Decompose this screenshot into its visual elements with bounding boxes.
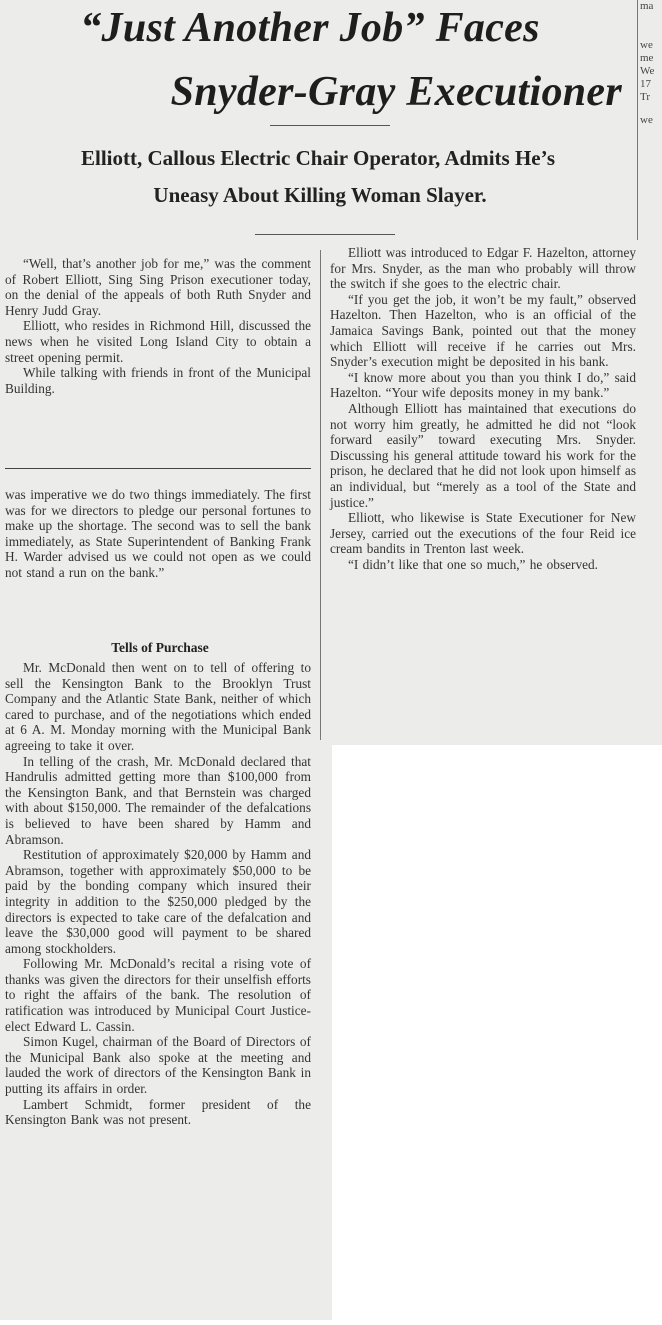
column-left-bottom bbox=[5, 487, 311, 581]
edge-text: ma bbox=[640, 0, 654, 12]
paragraph: Elliott was introduced to Edgar F. Hazelton, attorney for Mrs. Snyder, as the man who probably will throw the switch if she goes to the electric chair. bbox=[330, 245, 636, 292]
headline-line-2: Snyder-Gray Executioner bbox=[170, 69, 622, 115]
edge-text: we bbox=[640, 114, 653, 126]
deck-line-1: Elliott, Callous Electric Chair Operator, Admits He’s bbox=[80, 146, 556, 170]
deck-rule bbox=[255, 234, 395, 235]
paragraph: In telling of the crash, Mr. McDonald declared that Handrulis admitted getting more than $100,000 from the Kensington Bank, and that Bernstein was charged with about $150,000. The remainder of the defalcations is believed to have been shared by Hamm and Abramson. bbox=[5, 753, 311, 847]
paragraph: “I didn’t like that one so much,” he observed. bbox=[348, 556, 598, 572]
paragraph: Following Mr. McDonald’s recital a rising vote of thanks was given the directors for their unselfish efforts to right the affairs of the bank. The resolution of ratification was introduced by Municipal Court Justice-elect Edward L. Cassin. bbox=[5, 956, 311, 1034]
edge-text: We bbox=[640, 65, 655, 77]
paragraph: While talking with friends in front of the Municipal Building. bbox=[5, 365, 311, 396]
adjacent-column-fragment bbox=[640, 0, 662, 170]
edge-text: 17 bbox=[640, 78, 651, 90]
subhead-tells-of-purchase: Tells of Purchase bbox=[111, 640, 209, 655]
deck-line-2: Uneasy About Killing Woman Slayer. bbox=[153, 183, 487, 207]
edge-text: me bbox=[640, 52, 654, 64]
paragraph: “I know more about you than you think I do,” said Hazelton. “Your wife deposits money in my bank.” bbox=[330, 369, 636, 401]
column-divider bbox=[320, 250, 321, 740]
paragraph: Simon Kugel, chairman of the Board of Directors of the Municipal Bank also spoke at the meeting and lauded the work of directors of the Kensington Bank in putting its affairs in order. bbox=[5, 1034, 311, 1097]
paragraph: Mr. McDonald then went on to tell of offering to sell the Kensington Bank to the Brooklyn Trust Company and the Atlantic State Bank, neither of which cared to purchase, and of the negotiations which ended at 6 A. M. Monday morning with the Municipal Bank agreeing to take it over. bbox=[5, 660, 311, 753]
column-left-lower bbox=[5, 660, 311, 1128]
paragraph: Elliott, who likewise is State Executioner for New Jersey, carried out the executions of the four Reid ice cream bandits in Trenton last week. bbox=[330, 510, 636, 557]
paragraph: was imperative we do two things immediately. The first was for we directors to pledge our personal fortunes to make up the shortage. The second was to sell the bank immediately, as State Superintendent of Banking Frank H. Warder advised us we could not open as we could not stand a run on the bank.” bbox=[5, 487, 311, 580]
headline-rule bbox=[270, 125, 390, 126]
paragraph: Although Elliott has maintained that executions do not worry him greatly, he admitted he did not “look forward easily” toward executing Mrs. Snyder. Discussing his general attitude toward his work for the prison, he declared that he did not look upon himself as an individual, but “merely as a tool of the State and justice.” bbox=[330, 400, 636, 510]
edge-text: Tr bbox=[640, 91, 650, 103]
column-right bbox=[330, 245, 636, 572]
paragraph: Restitution of approximately $20,000 by Hamm and Abramson, together with approximately $50,000 to be paid by the bonding company which insured their integrity in addition to the $250,000 pledged by the directors is expected to take care of the defalcation and leave the $30,000 good will payment to be shared among stockholders. bbox=[5, 847, 311, 956]
paragraph: Lambert Schmidt, former president of the Kensington Bank was not present. bbox=[5, 1096, 311, 1128]
paragraph: “Well, that’s another job for me,” was the comment of Robert Elliott, Sing Sing Prison executioner today, on the denial of the appeals of both Ruth Snyder and Henry Judd Gray. bbox=[5, 256, 311, 318]
headline-line-1: “Just Another Job” Faces bbox=[80, 5, 540, 51]
paragraph: Elliott, who resides in Richmond Hill, discussed the news when he visited Long Island City to obtain a street opening permit. bbox=[5, 318, 311, 365]
column-left-top bbox=[5, 256, 311, 396]
edge-text: we bbox=[640, 39, 653, 51]
column-break-rule bbox=[5, 468, 311, 469]
paragraph: “If you get the job, it won’t be my fault,” observed Hazelton. Then Hazelton, who is an official of the Jamaica Savings Bank, pointed out that the money which Elliott will receive if he carries out Mrs. Snyder’s execution might be deposited in his bank. bbox=[330, 291, 636, 370]
edge-divider bbox=[637, 0, 638, 240]
